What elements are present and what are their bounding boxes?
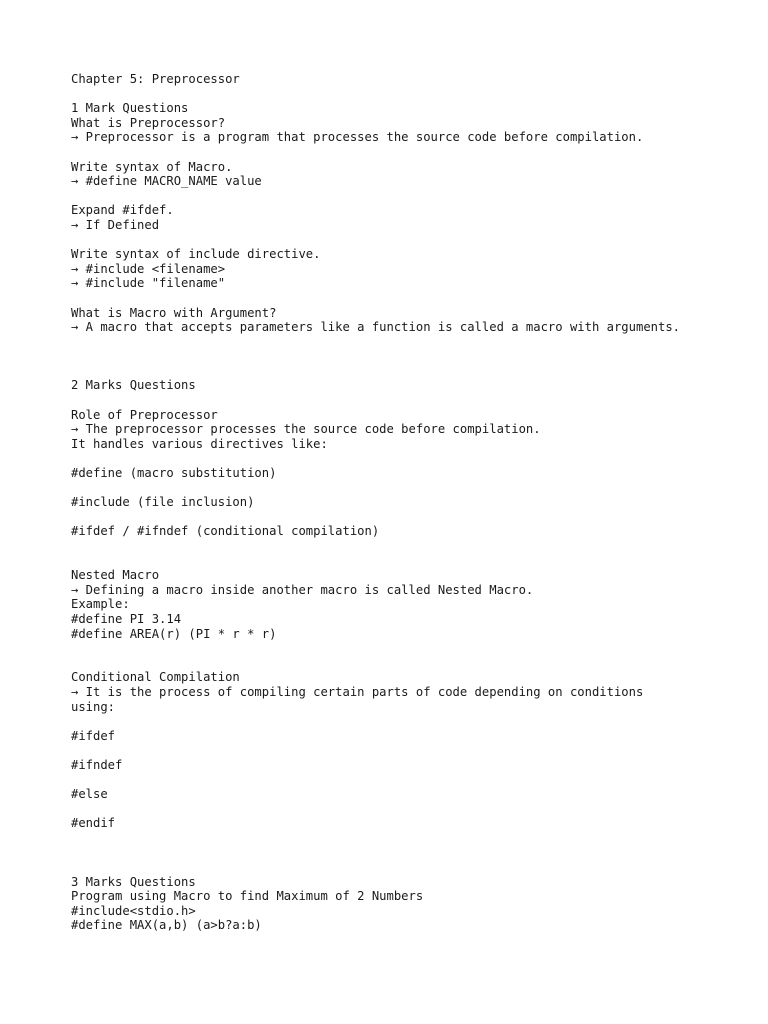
text-line: → Preprocessor is a program that processes the source code before compilation. (71, 130, 644, 145)
text-line: 1 Mark Questions (71, 101, 189, 116)
text-line: → If Defined (71, 217, 160, 232)
text-line: #include<stdio.h> (71, 903, 196, 918)
blank-line (71, 451, 751, 466)
text-line: → Defining a macro inside another macro is called Nested Macro. (71, 582, 534, 597)
blank-line (71, 145, 751, 160)
text-line: Expand #ifdef. (71, 203, 174, 218)
blank-line (71, 656, 751, 671)
blank-line (71, 233, 751, 248)
blank-line (71, 335, 751, 350)
blank-line (71, 539, 751, 554)
blank-line (71, 349, 751, 364)
text-line: 2 Marks Questions (71, 378, 196, 393)
text-line: It handles various directives like: (71, 436, 328, 451)
text-line: Write syntax of Macro. (71, 159, 233, 174)
text-line: What is Preprocessor? (71, 115, 226, 130)
blank-line (71, 364, 751, 379)
blank-line (71, 87, 751, 102)
blank-line (71, 291, 751, 306)
blank-line (71, 554, 751, 569)
text-line: #ifndef (71, 757, 123, 772)
document-page (71, 72, 751, 933)
blank-line (71, 714, 751, 729)
text-line: Program using Macro to find Maximum of 2 Numbers (71, 889, 424, 904)
text-line: #define AREA(r) (PI * r * r) (71, 626, 277, 641)
blank-line (71, 773, 751, 788)
text-line: #ifdef / #ifndef (conditional compilation) (71, 524, 380, 539)
blank-line (71, 860, 751, 875)
blank-line (71, 189, 751, 204)
text-line: #define PI 3.14 (71, 611, 182, 626)
text-line: #else (71, 787, 108, 802)
blank-line (71, 510, 751, 525)
blank-line (71, 802, 751, 817)
text-line: → #define MACRO_NAME value (71, 174, 262, 189)
text-line: → #include <filename> (71, 261, 226, 276)
blank-line (71, 481, 751, 496)
text-line: Write syntax of include directive. (71, 247, 321, 262)
text-line: → It is the process of compiling certain parts of code depending on conditions (71, 684, 644, 699)
text-line: #include (file inclusion) (71, 495, 255, 510)
text-line: → #include "filename" (71, 276, 226, 291)
blank-line (71, 845, 751, 860)
text-line: Chapter 5: Preprocessor (71, 72, 240, 86)
text-line: Example: (71, 597, 130, 612)
text-line: → A macro that accepts parameters like a function is called a macro with arguments. (71, 320, 681, 335)
text-line: What is Macro with Argument? (71, 305, 277, 320)
text-line: #define MAX(a,b) (a>b?a:b) (71, 918, 262, 933)
text-line: Nested Macro (71, 568, 160, 583)
text-line: #ifdef (71, 728, 116, 743)
blank-line (71, 393, 751, 408)
text-line: 3 Marks Questions (71, 874, 196, 889)
text-line: → The preprocessor processes the source code before compilation. (71, 422, 541, 437)
text-line: #endif (71, 816, 116, 831)
text-line: #define (macro substitution) (71, 466, 277, 481)
text-line: Role of Preprocessor (71, 407, 218, 422)
blank-line (71, 743, 751, 758)
blank-line (71, 831, 751, 846)
blank-line (71, 641, 751, 656)
text-line: using: (71, 699, 116, 714)
text-line: Conditional Compilation (71, 670, 240, 685)
